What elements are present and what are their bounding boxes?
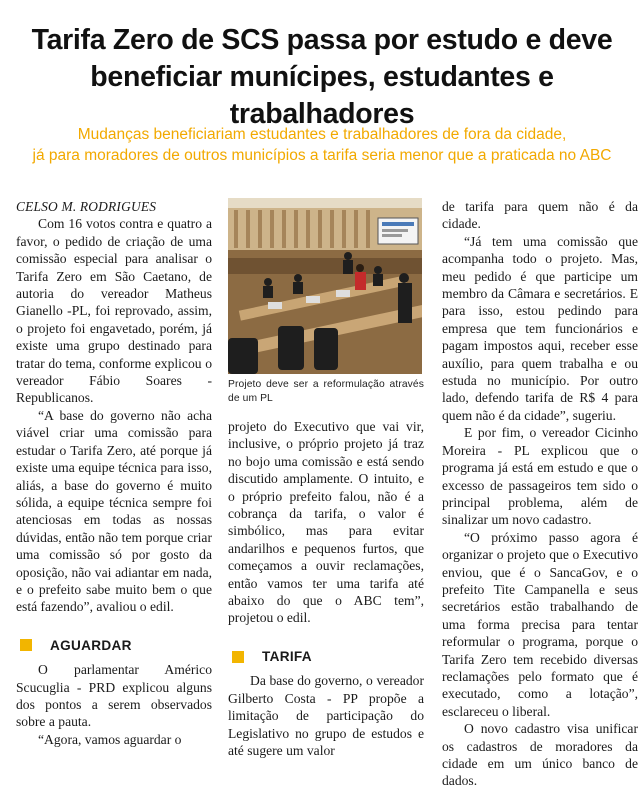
section-heading-aguardar (16, 637, 212, 654)
paragraph: Da base do governo, o vereador Gilberto Costa - PP propõe a limitação de participação do Legislativo no grupo de estudos e até sugere um valor (228, 673, 424, 758)
article-column-3 (442, 198, 638, 790)
subheadline-line-2: já para moradores de outros municípios a tarifa seria menor que a praticada no ABC (32, 147, 612, 164)
section-title: TARIFA (262, 648, 312, 664)
section-title: AGUARDAR (50, 637, 132, 653)
council-chamber-photo (228, 198, 422, 374)
paragraph: “Já tem uma comissão que acompanha todo o projeto. Mas, meu pedido é que participe um membro da Câmara e secretários. E para isso, estou pedindo para empresa que tem funcionários e pagam impostos aqui, receber esse auxílio, para quem trabalha e ou estuda no município. Por outro lado, defendo tarifa de R$ 4 para quem não é da cidade”, sugeriu. (442, 233, 638, 423)
article-headline: Tarifa Zero de SCS passa por estudo e deve beneficiar munícipes, estudantes e trabalhadores (31, 24, 613, 130)
section-bullet-icon (20, 639, 32, 651)
photo-caption: Projeto deve ser a reformulação através de um PL (228, 379, 424, 404)
paragraph: E por fim, o vereador Cicinho Moreira - PL explicou que o programa já está em estudo e que o excesso de passageiros tem sido o principal problema, além de sinalizar um novo cadastro. (442, 425, 638, 528)
section-heading-tarifa (228, 648, 424, 665)
article-subheadline (8, 124, 636, 166)
byline: CELSO M. RODRIGUES (16, 199, 157, 214)
paragraph: “Agora, vamos aguardar o (38, 731, 182, 747)
paragraph: projeto do Executivo que vai vir, inclusive, o próprio projeto já traz no bojo uma comissão e está sendo discutido amplamente. O intuito, e o próprio prefeito falou, não é a cobrança da tarifa, o valor é simbólico, mas para evitar andarilhos e pequenos furtos, que começamos a ouvir reclamações, então vamos ter uma tarifa até abaixo do que o ABC tem”, projetou o edil. (228, 419, 424, 626)
paragraph: de tarifa para quem não é da cidade. (442, 199, 638, 232)
paragraph: “A base do governo não acha viável criar uma comissão para estudar o Tarifa Zero, até porque já existe uma equipe técnica para isso, aliás, a base do governo é muito sólida, a equipe técnica sempre foi atenciosas em todas as nossas dúvidas, então não tem porque criar uma comissão só por gosto da oposição, não vai adiantar em nada, e o prefeito sabe muito bem o que está fazendo”, avaliou o edil. (16, 407, 212, 615)
paragraph: Com 16 votos contra e quatro a favor, o pedido de criação de uma comissão especial para analisar o Tarifa Zero em São Caetano, de autoria do vereador Matheus Gianello -PL, foi reprovado, assim, o projeto foi engavetado, porém, já existe uma grupo destinado para tratar do tema, conforme explicou o vereador Fábio Soares - Republicanos. (16, 216, 212, 406)
paragraph: O parlamentar Américo Scucuglia - PRD explicou alguns dos pontos a serem observados sobre a pauta. (16, 662, 212, 730)
section-bullet-icon (232, 651, 244, 663)
article-column-1 (16, 198, 212, 748)
article-column-2 (228, 198, 424, 759)
paragraph: “O próximo passo agora é organizar o projeto que o Executivo enviou, que é o SancaGov, e o prefeito Tite Campanella e seus secretários estão trabalhando de uma forma precisa para tentar reformular o programa, porque o Tarifa Zero tem recebido diversas reclamações pelo formato que é executado, como a lotação”, esclareceu o liberal. (442, 529, 638, 719)
paragraph: O novo cadastro visa unificar os cadastros de moradores da cidade em um único banco de dados. (442, 721, 638, 789)
subheadline-line-1: Mudanças beneficiariam estudantes e trabalhadores de fora da cidade, (77, 126, 567, 143)
